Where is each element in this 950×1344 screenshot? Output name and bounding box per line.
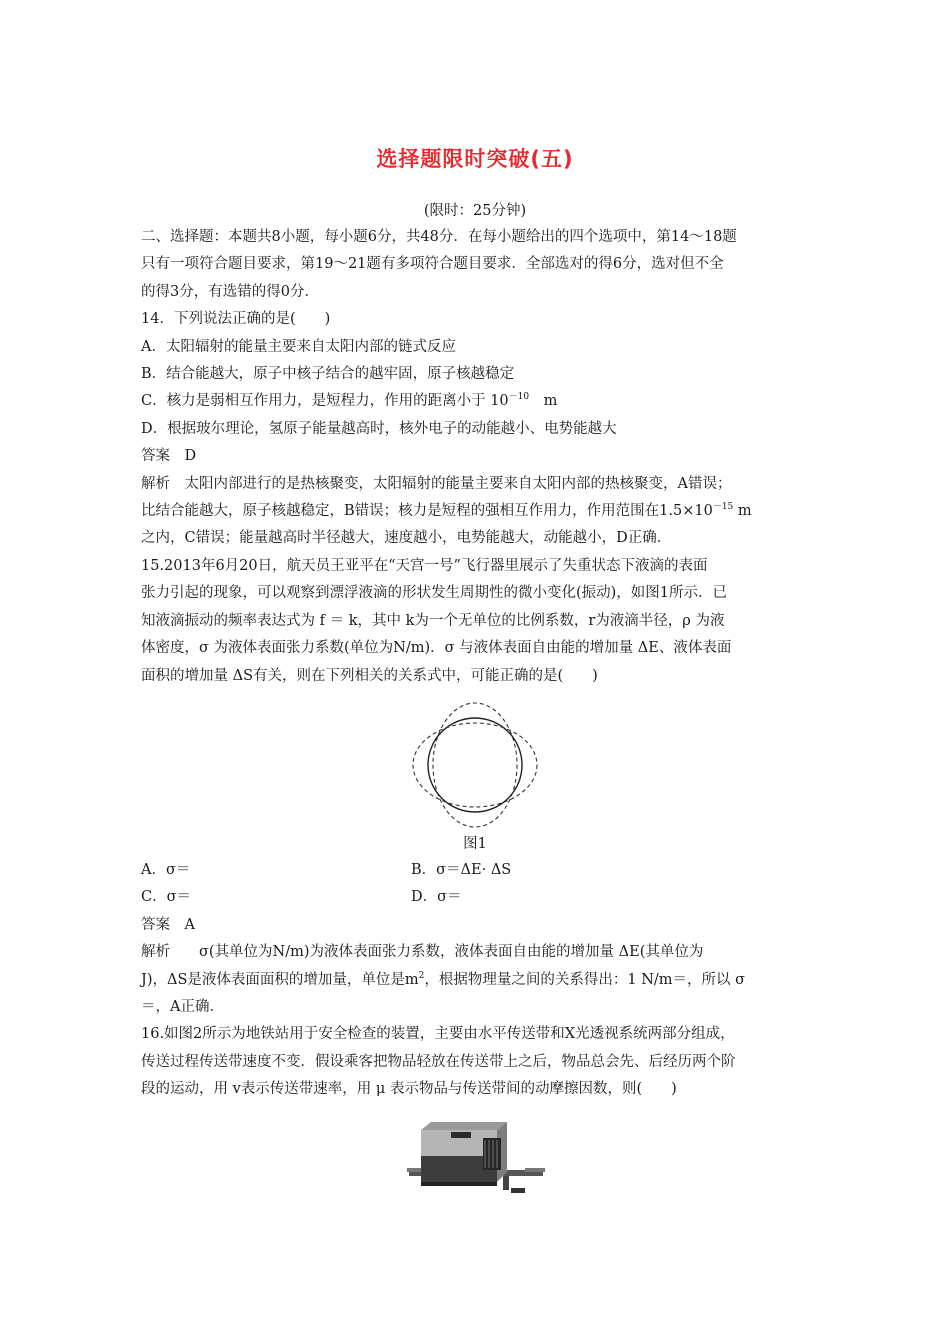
q14-analysis-exponent: －15 — [712, 502, 734, 513]
q14-analysis-line: 之内，C错误；能量越高时半径越大，速度越小，电势能越大，动能越小，D正确． — [141, 530, 672, 547]
q14-analysis-unit: m — [733, 503, 752, 520]
instructions-line: 的得3分，有选错的得0分． — [141, 283, 319, 300]
q15-stem-line: 15.2013年6月20日，航天员王亚平在“天宫一号”飞行器里展示了失重状态下液滴的表面 — [141, 557, 708, 574]
figure-2-xray-scanner — [407, 1112, 545, 1198]
q14-analysis-text: 比结合能越大，原子核越稳定，B错误；核力是短程的强相互作用力，作用范围在1.5×10 — [141, 503, 713, 520]
conveyor-foot — [511, 1188, 525, 1193]
q15-options-row — [141, 884, 811, 911]
q15-analysis-line: 解析 σ(其单位为N/m)为液体表面张力系数，液体表面自由能的增加量 ΔE(其单位为 — [141, 944, 704, 961]
q14-option-b: B．结合能越大，原子中核子结合的越牢固，原子核越稳定 — [141, 366, 515, 383]
q15-analysis-line — [141, 967, 811, 994]
q15-analysis-text: J)，ΔS是液体表面面积的增加量，单位是m — [141, 971, 419, 988]
instructions-line: 只有一项符合题目要求，第19～21题有多项符合题目要求．全部选对的得6分，选对但不全 — [141, 256, 724, 273]
time-limit: (限时：25分钟) — [423, 203, 527, 219]
q15-stem-line: 体密度，σ 为液体表面张力系数(单位为N/m)．σ 与液体表面自由能的增加量 ΔE、液体表面 — [141, 640, 732, 657]
instructions-line: 二、选择题：本题共8小题，每小题6分，共48分．在每小题给出的四个选项中，第14～18题 — [141, 229, 737, 245]
conveyor-leg — [503, 1176, 509, 1190]
q14-option-c — [141, 388, 811, 415]
q14-analysis-line — [141, 498, 811, 525]
q15-stem-line: 张力引起的现象，可以观察到漂浮液滴的形状发生周期性的微小变化(振动)，如图1所示．已 — [141, 585, 728, 602]
page-title: 选择题限时突破(五) — [376, 147, 574, 171]
q14-option-a: A．太阳辐射的能量主要来自太阳内部的链式反应 — [141, 338, 456, 355]
droplet-horizontal-ellipse — [413, 723, 537, 807]
q15-answer: 答案 A — [141, 916, 195, 933]
q16-stem-line: 段的运动，用 v表示传送带速率，用 μ 表示物品与传送带间的动摩擦因数，则( ) — [141, 1081, 677, 1098]
conveyor-right-end — [525, 1168, 545, 1172]
q14-option-c-text: C．核力是弱相互作用力，是短程力，作用的距离小于 10 — [141, 393, 509, 410]
figure-1-caption: 图1 — [463, 836, 487, 852]
q14-option-c-unit: m — [529, 393, 558, 410]
q16-stem-line: 传送过程传送带速度不变．假设乘客把物品轻放在传送带上之后，物品总会先、后经历两个阶 — [141, 1053, 736, 1070]
q14-stem: 14．下列说法正确的是( ) — [141, 311, 331, 328]
q15-analysis-line: ＝，A正确． — [141, 999, 224, 1016]
q15-option-c: C．σ＝ — [141, 889, 191, 906]
droplet-circle — [428, 718, 522, 812]
q15-option-d: D．σ＝ — [411, 889, 462, 906]
housing-top — [421, 1122, 507, 1130]
q14-analysis-line: 解析 太阳内部进行的是热核聚变，太阳辐射的能量主要来自太阳内部的热核聚变，A错误； — [141, 475, 732, 492]
q15-analysis-exponent: 2 — [418, 970, 425, 981]
q15-option-a: A．σ＝ — [141, 862, 191, 878]
housing-base — [421, 1182, 497, 1186]
content-body — [141, 224, 811, 690]
q15-options-and-analysis — [141, 857, 811, 1104]
q14-answer: 答案 D — [141, 448, 197, 465]
q15-analysis-text: ，根据物理量之间的关系得出：1 N/m＝，所以 σ — [424, 971, 746, 988]
q14-option-c-exponent: －10 — [508, 392, 530, 403]
q15-options-row — [141, 857, 811, 884]
brand-plate — [451, 1132, 471, 1138]
tunnel-opening — [483, 1138, 501, 1170]
figure-1-droplet — [410, 700, 540, 830]
droplet-vertical-ellipse — [433, 703, 517, 827]
q15-stem-line: 知液滴振动的频率表达式为 f ＝ k，其中 k为一个无单位的比例系数，r为液滴半径，ρ 为液 — [141, 612, 725, 629]
q14-option-d: D．根据玻尔理论，氢原子能量越高时，核外电子的动能越小、电势能越大 — [141, 420, 617, 437]
q15-stem-line: 面积的增加量 ΔS有关，则在下列相关的关系式中，可能正确的是( ) — [141, 667, 598, 684]
q15-option-b: B．σ＝ΔE· ΔS — [411, 862, 512, 878]
q16-stem-line: 16.如图2所示为地铁站用于安全检查的装置，主要由水平传送带和X光透视系统两部分组成， — [141, 1026, 735, 1043]
